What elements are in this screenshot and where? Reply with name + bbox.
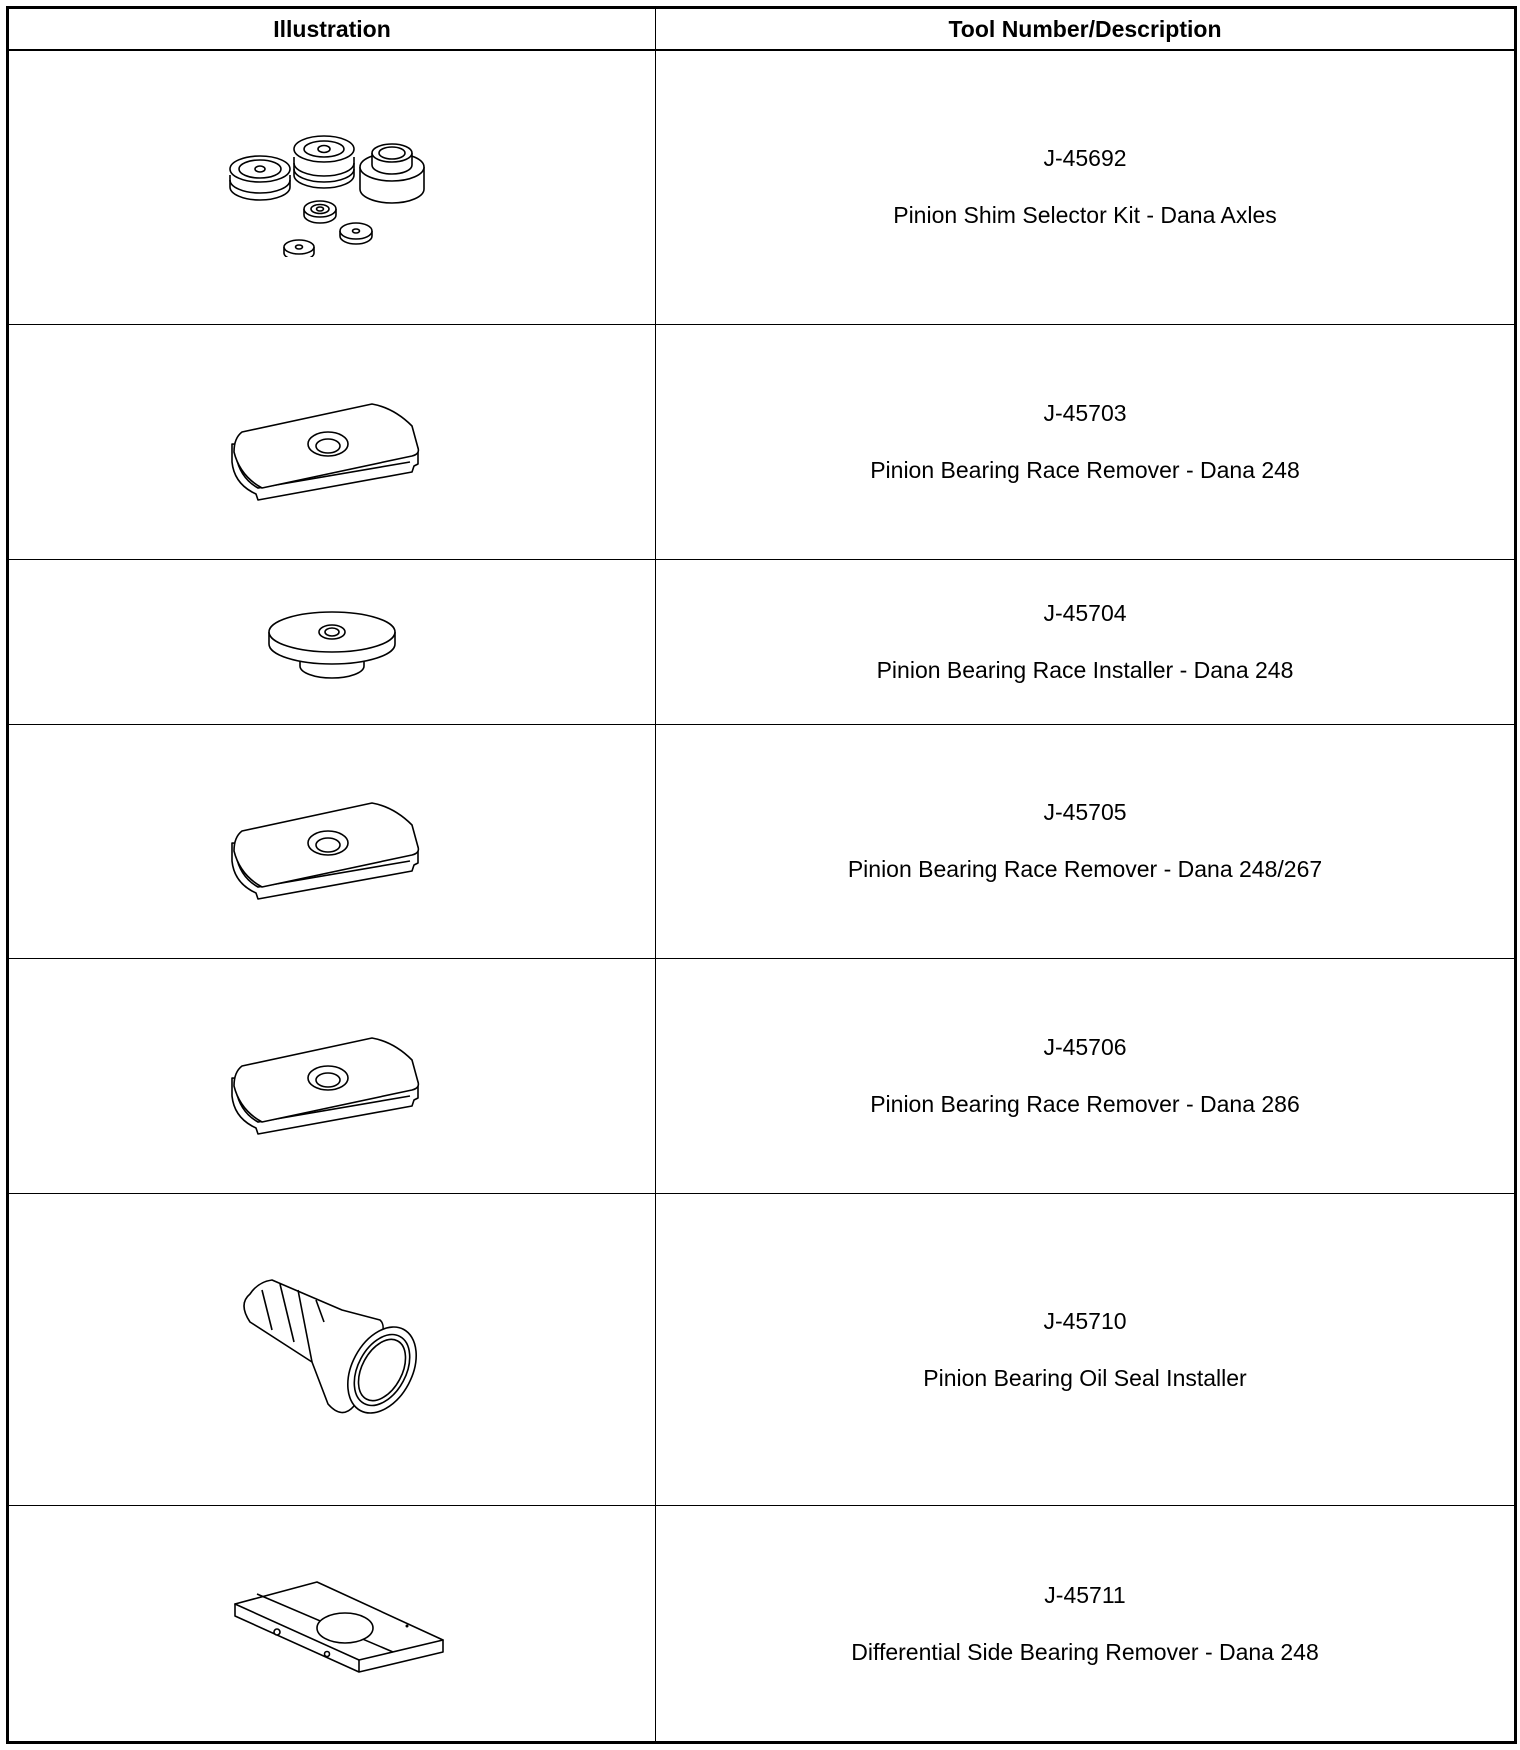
tool-description-cell bbox=[656, 959, 1516, 1194]
tool-description: Pinion Bearing Race Remover - Dana 248 bbox=[870, 456, 1300, 483]
tool-row bbox=[8, 959, 1516, 1194]
tool-description-cell bbox=[656, 1194, 1516, 1506]
race-remover-plate-icon bbox=[222, 1016, 442, 1136]
tool-number: J-45692 bbox=[1043, 145, 1127, 172]
tool-description: Pinion Bearing Race Installer - Dana 248 bbox=[876, 656, 1294, 683]
tool-number-description-column-header: Tool Number/Description bbox=[656, 8, 1516, 51]
tool-description: Pinion Bearing Race Remover - Dana 286 bbox=[870, 1091, 1300, 1118]
illustration-column-header: Illustration bbox=[8, 8, 656, 51]
tool-row bbox=[8, 559, 1516, 724]
oil-seal-installer-icon bbox=[232, 1270, 432, 1430]
race-remover-plate-icon bbox=[222, 781, 442, 901]
illustration-cell bbox=[8, 324, 656, 559]
race-remover-plate-icon bbox=[222, 382, 442, 502]
illustration-cell bbox=[8, 559, 656, 724]
tool-row bbox=[8, 1194, 1516, 1506]
tool-description-cell bbox=[656, 50, 1516, 324]
tool-row bbox=[8, 724, 1516, 959]
illustration-cell bbox=[8, 1194, 656, 1506]
tool-row bbox=[8, 1506, 1516, 1743]
tool-description: Pinion Shim Selector Kit - Dana Axles bbox=[893, 202, 1277, 229]
tool-description: Differential Side Bearing Remover - Dana 248 bbox=[851, 1638, 1319, 1665]
tool-number: J-45711 bbox=[1044, 1581, 1126, 1608]
tool-description-cell bbox=[656, 724, 1516, 959]
tool-description: Pinion Bearing Oil Seal Installer bbox=[923, 1364, 1247, 1391]
race-installer-disc-icon bbox=[257, 602, 407, 682]
tool-number: J-45704 bbox=[1043, 599, 1127, 626]
tool-row bbox=[8, 50, 1516, 324]
special-tools-table bbox=[6, 6, 1517, 1744]
tool-number: J-45706 bbox=[1043, 1034, 1127, 1061]
illustration-cell bbox=[8, 724, 656, 959]
side-bearing-remover-plate-icon bbox=[217, 1564, 447, 1684]
tool-number: J-45703 bbox=[1043, 399, 1127, 426]
illustration-cell bbox=[8, 959, 656, 1194]
header-row bbox=[8, 8, 1516, 51]
tool-description-cell bbox=[656, 559, 1516, 724]
shim-selector-kit-icon bbox=[222, 117, 442, 257]
tool-number: J-45710 bbox=[1043, 1307, 1127, 1334]
tool-row bbox=[8, 324, 1516, 559]
illustration-cell bbox=[8, 1506, 656, 1743]
tool-description-cell bbox=[656, 1506, 1516, 1743]
illustration-cell bbox=[8, 50, 656, 324]
tool-number: J-45705 bbox=[1043, 799, 1127, 826]
tool-description: Pinion Bearing Race Remover - Dana 248/267 bbox=[847, 856, 1323, 883]
tool-description-cell bbox=[656, 324, 1516, 559]
